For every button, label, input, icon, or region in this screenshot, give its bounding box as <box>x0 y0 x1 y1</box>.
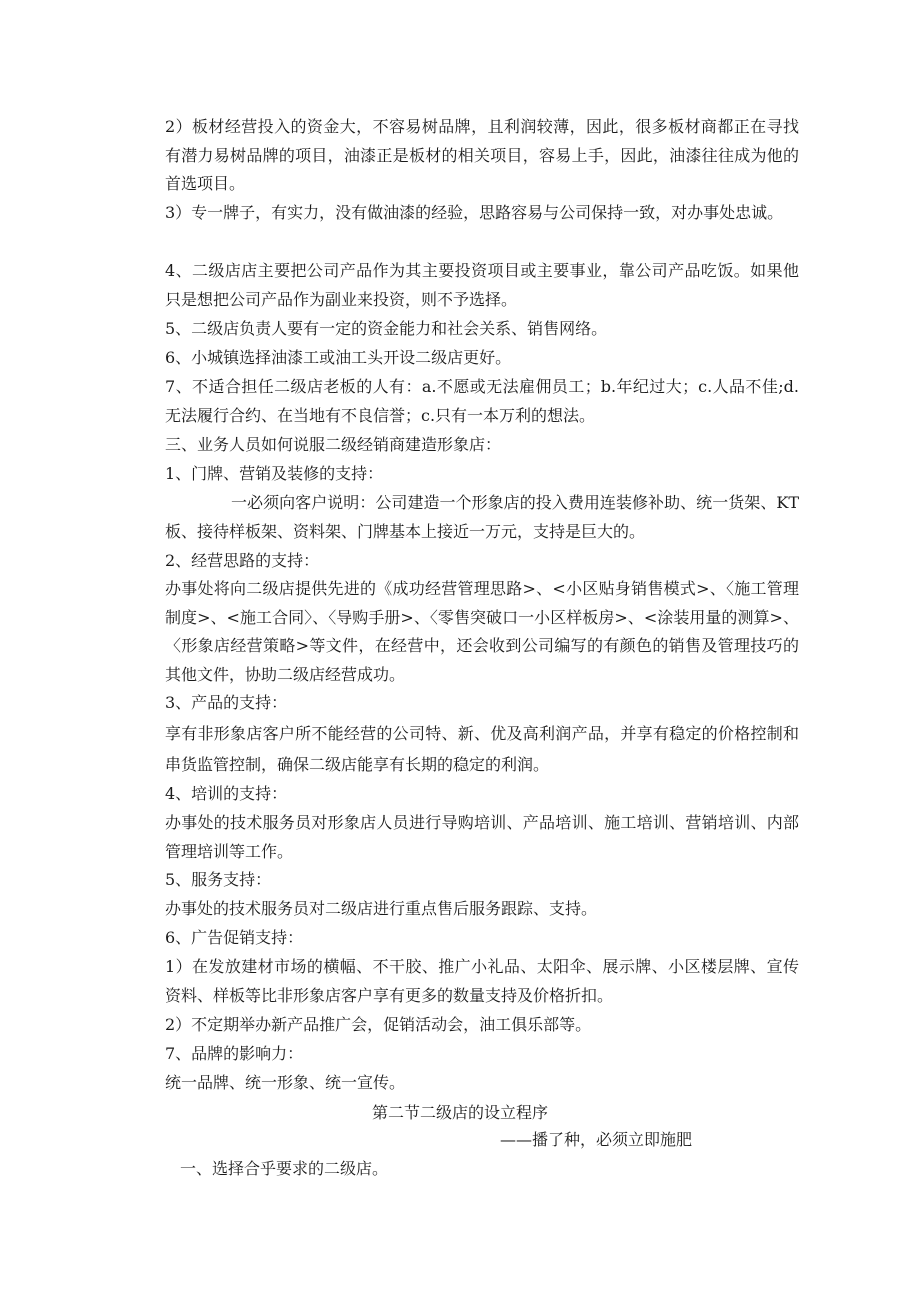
heading-product-support: 3、产品的支持： <box>165 693 288 712</box>
heading-service-support: 5、服务支持： <box>165 870 272 889</box>
paragraph-product-support: 享有非形象店客户所不能经营的公司特、新、优及高利润产品，并享有稳定的价格控制和串货监管控制，确保二级店能享有长期的稳定的利润。 <box>165 724 799 774</box>
paragraph-owner-capital: 5、二级店负责人要有一定的资金能力和社会关系、销售网络。 <box>165 319 608 338</box>
heading-ad-support: 6、广告促销支持： <box>165 928 304 947</box>
paragraph-brand-influence: 统一品牌、统一形象、统一宣传。 <box>165 1073 406 1092</box>
paragraph-ad-events: 2）不定期举办新产品推广会，促销活动会，油工俱乐部等。 <box>165 1015 592 1034</box>
heading-signage-support: 1、门牌、营销及装修的支持： <box>165 464 384 483</box>
paragraph-ad-materials: 1）在发放建材市场的横幅、不干胶、推广小礼品、太阳伞、展示牌、小区楼层牌、宣传资料、样板等比非形象店客户享有更多的数量支持及价格折扣。 <box>165 957 799 1005</box>
paragraph-single-brand: 3）专一牌子，有实力，没有做油漆的经验，思路容易与公司保持一致，对办事处忠诚。 <box>165 203 784 222</box>
section-subtitle: ——播了种，必须立即施肥 <box>500 1130 693 1149</box>
paragraph-signage-support: 一必须向客户说明：公司建造一个形象店的投入费用连装修补助、统一货架、KT板、接待样板架、资料架、门牌基本上接近一万元，支持是巨大的。 <box>165 493 799 541</box>
heading-brand-influence: 7、品牌的影响力： <box>165 1044 304 1063</box>
paragraph-board-investment: 2）板材经营投入的资金大，不容易树品牌，且利润较薄，因此，很多板材商都正在寻找有潜力易树品牌的项目，油漆正是板材的相关项目，容易上手，因此，油漆往往成为他的首选项目。 <box>165 117 799 193</box>
section-title: 第二节二级店的设立程序 <box>371 1103 548 1122</box>
heading-business-support: 2、经营思路的支持： <box>165 551 320 570</box>
heading-persuade-dealers: 三、业务人员如何说服二级经销商建造形象店： <box>165 435 502 454</box>
paragraph-training-support: 办事处的技术服务员对形象店人员进行导购培训、产品培训、施工培训、营销培训、内部管理培训等工作。 <box>165 813 799 861</box>
paragraph-business-support: 办事处将向二级店提供先进的《成功经营管理思路>、<小区贴身销售模式>、〈施工管理制度>、<施工合同〉、〈导购手册>、〈零售突破口一小区样板房>、<涂装用量的测算>、〈形象店经营策略>等文件，在经营中，还会收到公司编写的有颜色的销售及管理技巧的其他文件，协助二级店经营成功。 <box>165 579 799 684</box>
heading-training-support: 4、培训的支持： <box>165 784 288 803</box>
paragraph-service-support: 办事处的技术服务员对二级店进行重点售后服务跟踪、支持。 <box>165 899 598 918</box>
paragraph-unsuitable-owners: 7、不适合担任二级店老板的人有：a.不愿或无法雇佣员工；b.年纪过大；c.人品不佳;d.无法履行合约、在当地有不良信誉；c.只有一本万利的想法。 <box>165 377 799 425</box>
paragraph-owner-focus: 4、二级店店主要把公司产品作为其主要投资项目或主要事业，靠公司产品吃饭。如果他只是想把公司产品作为副业来投资，则不予选择。 <box>165 261 799 309</box>
paragraph-small-town: 6、小城镇选择油漆工或油工头开设二级店更好。 <box>165 348 512 367</box>
final-heading: 一、选择合乎要求的二级店。 <box>180 1159 389 1178</box>
